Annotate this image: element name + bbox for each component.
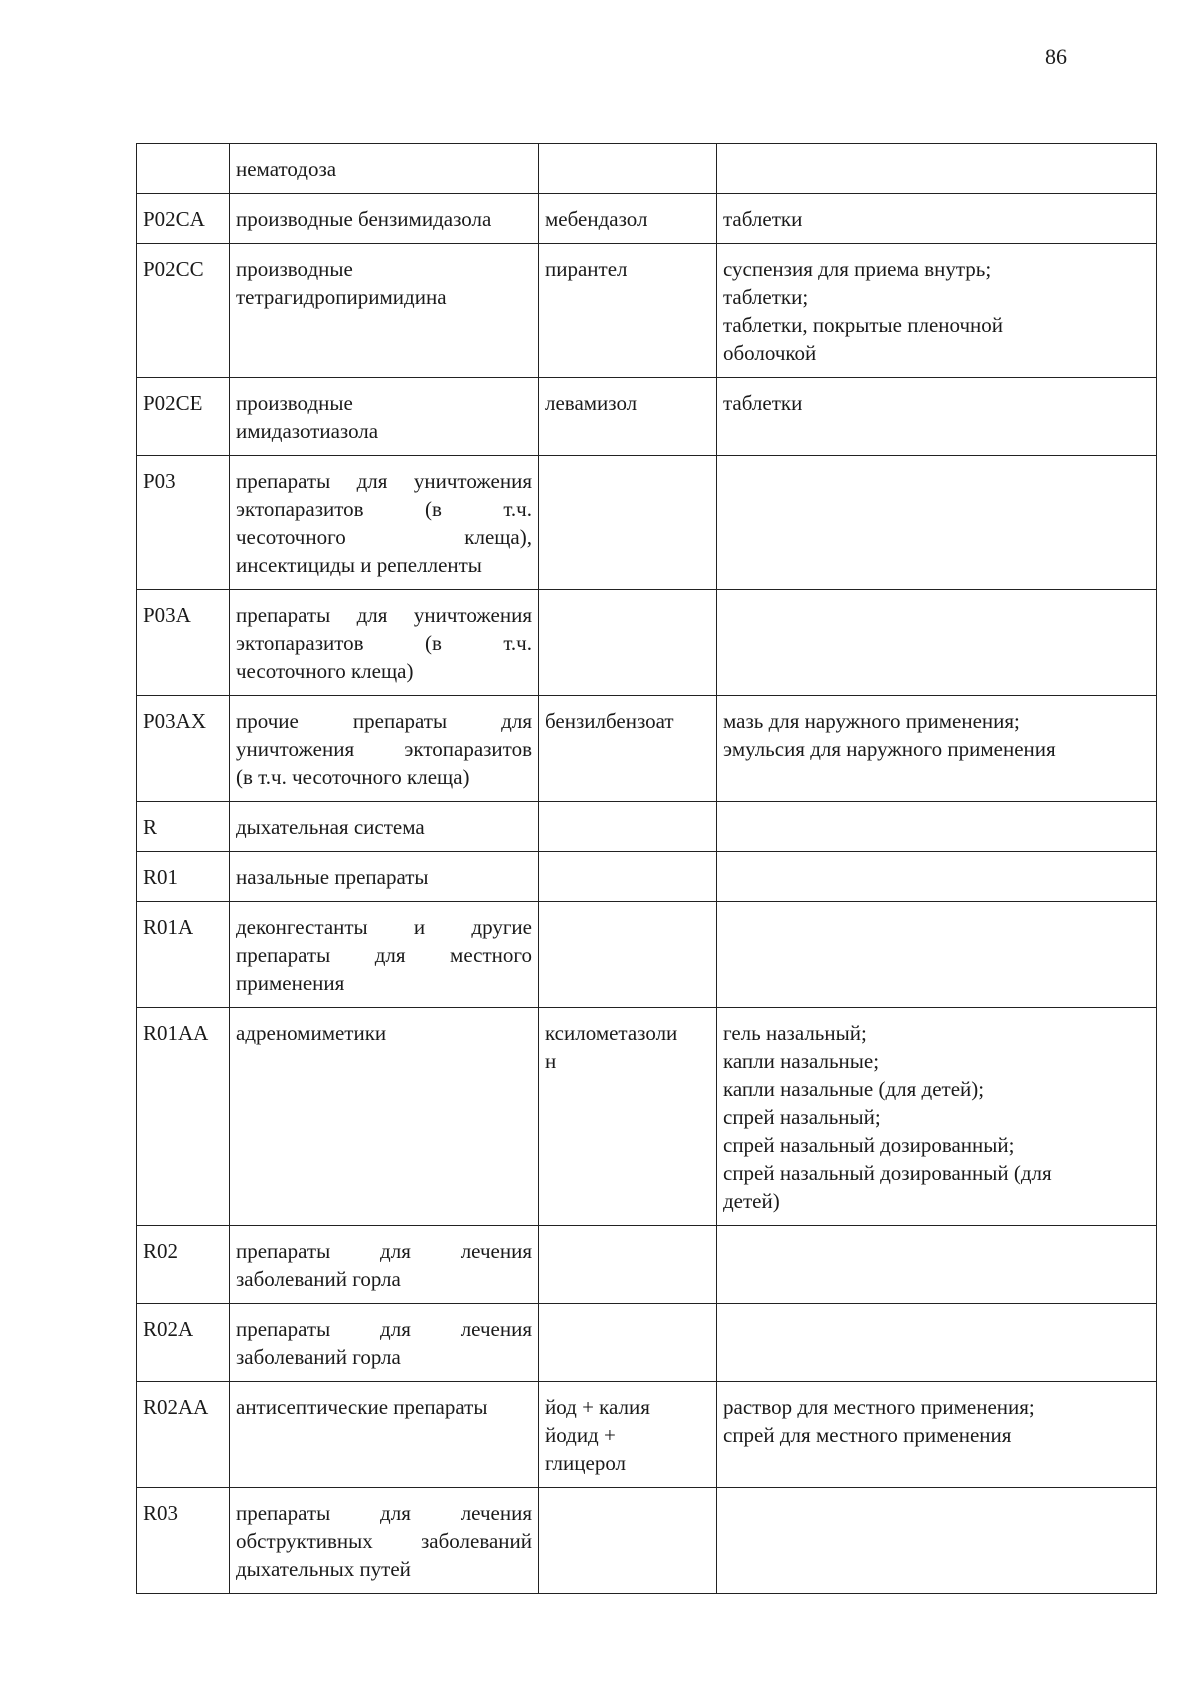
cell-line: производные [236, 391, 353, 415]
drug-name-cell [539, 1488, 717, 1594]
drug-name-cell [539, 1304, 717, 1382]
anatomical-group-cell [230, 144, 539, 194]
atc-code-cell: P03A [137, 590, 230, 696]
atc-code-cell: P03 [137, 456, 230, 590]
atc-code-cell: P02CA [137, 194, 230, 244]
table-row [137, 144, 1157, 194]
anatomical-group-cell [230, 1488, 539, 1594]
table-row [137, 696, 1157, 802]
drug-name-cell [539, 378, 717, 456]
atc-code-cell: R03 [137, 1488, 230, 1594]
cell-line: производные бензимидазола [236, 207, 492, 231]
table-row [137, 1488, 1157, 1594]
anatomical-group-cell [230, 802, 539, 852]
cell-line: ксилометазоли [545, 1021, 678, 1045]
cell-line: эктопаразитов (в т.ч. [236, 631, 532, 655]
cell-line: капли назальные (для детей); [723, 1077, 985, 1101]
table-row [137, 902, 1157, 1008]
cell-line: антисептические препараты [236, 1395, 488, 1419]
dosage-forms-cell [717, 696, 1157, 802]
drug-name-cell [539, 144, 717, 194]
cell-line: дыхательных путей [236, 1557, 411, 1581]
cell-line: препараты для лечения [236, 1317, 532, 1341]
drug-name-cell [539, 852, 717, 902]
table-row [137, 590, 1157, 696]
cell-line: обструктивных заболеваний [236, 1529, 532, 1553]
cell-line: заболеваний горла [236, 1345, 401, 1369]
table-row [137, 802, 1157, 852]
cell-line: препараты для уничтожения [236, 603, 532, 627]
drug-name-cell [539, 902, 717, 1008]
cell-line: производные [236, 257, 353, 281]
cell-line: (в т.ч. чесоточного клеща) [236, 765, 470, 789]
cell-line: гель назальный; [723, 1021, 867, 1045]
anatomical-group-cell [230, 1382, 539, 1488]
drug-name-cell [539, 194, 717, 244]
cell-line: спрей для местного применения [723, 1423, 1012, 1447]
drug-name-cell [539, 696, 717, 802]
cell-line: деконгестанты и другие [236, 915, 532, 939]
cell-line: назальные препараты [236, 865, 429, 889]
atc-code-cell: P02CE [137, 378, 230, 456]
drug-name-cell [539, 244, 717, 378]
dosage-forms-cell [717, 456, 1157, 590]
cell-line: таблетки; [723, 285, 809, 309]
drug-name-cell [539, 1226, 717, 1304]
table-body [137, 144, 1157, 1594]
table-row [137, 378, 1157, 456]
dosage-forms-cell [717, 378, 1157, 456]
dosage-forms-cell [717, 1488, 1157, 1594]
cell-line: нематодоза [236, 157, 337, 181]
cell-line: йодид + [545, 1423, 616, 1447]
dosage-forms-cell [717, 1304, 1157, 1382]
cell-line: спрей назальный дозированный; [723, 1133, 1015, 1157]
cell-line: левамизол [545, 391, 638, 415]
anatomical-group-cell [230, 456, 539, 590]
cell-line: уничтожения эктопаразитов [236, 737, 532, 761]
cell-line: адреномиметики [236, 1021, 387, 1045]
cell-line: таблетки [723, 391, 803, 415]
dosage-forms-cell [717, 1382, 1157, 1488]
dosage-forms-cell [717, 590, 1157, 696]
anatomical-group-cell [230, 590, 539, 696]
cell-line: эктопаразитов (в т.ч. [236, 497, 532, 521]
cell-line: мазь для наружного применения; [723, 709, 1020, 733]
anatomical-group-cell [230, 696, 539, 802]
cell-line: таблетки, покрытые пленочной [723, 313, 1004, 337]
cell-line: мебендазол [545, 207, 648, 231]
cell-line: спрей назальный; [723, 1105, 881, 1129]
atc-code-cell: R01AA [137, 1008, 230, 1226]
dosage-forms-cell [717, 852, 1157, 902]
atc-code-cell: R02AA [137, 1382, 230, 1488]
cell-line: капли назальные; [723, 1049, 880, 1073]
cell-line: оболочкой [723, 341, 817, 365]
dosage-forms-cell [717, 1008, 1157, 1226]
cell-line: тетрагидропиримидина [236, 285, 447, 309]
drug-name-cell [539, 802, 717, 852]
dosage-forms-cell [717, 802, 1157, 852]
atc-code-cell: R01 [137, 852, 230, 902]
anatomical-group-cell [230, 194, 539, 244]
table-row [137, 194, 1157, 244]
cell-line: глицерол [545, 1451, 627, 1475]
drug-name-cell [539, 1008, 717, 1226]
dosage-forms-cell [717, 194, 1157, 244]
cell-line: чесоточного клеща) [236, 659, 414, 683]
cell-line: препараты для местного [236, 943, 532, 967]
table-row [137, 1382, 1157, 1488]
cell-line: препараты для лечения [236, 1501, 532, 1525]
dosage-forms-cell [717, 244, 1157, 378]
cell-line: раствор для местного применения; [723, 1395, 1035, 1419]
cell-line: препараты для лечения [236, 1239, 532, 1263]
cell-line: спрей назальный дозированный (для [723, 1161, 1052, 1185]
table-row [137, 456, 1157, 590]
atc-code-cell [137, 144, 230, 194]
cell-line: йод + калия [545, 1395, 650, 1419]
cell-line: эмульсия для наружного применения [723, 737, 1056, 761]
cell-line: заболеваний горла [236, 1267, 401, 1291]
cell-line: применения [236, 971, 345, 995]
anatomical-group-cell [230, 378, 539, 456]
atc-code-cell: R02 [137, 1226, 230, 1304]
anatomical-group-cell [230, 852, 539, 902]
drug-classification-table [136, 143, 1157, 1594]
table-row [137, 852, 1157, 902]
anatomical-group-cell [230, 1008, 539, 1226]
cell-line: дыхательная система [236, 815, 425, 839]
cell-line: имидазотиазола [236, 419, 379, 443]
dosage-forms-cell [717, 1226, 1157, 1304]
table-row [137, 1008, 1157, 1226]
atc-code-cell: P02CC [137, 244, 230, 378]
cell-line: н [545, 1049, 557, 1073]
cell-line: суспензия для приема внутрь; [723, 257, 992, 281]
cell-line: прочие препараты для [236, 709, 532, 733]
cell-line: бензилбензоат [545, 709, 674, 733]
cell-line: детей) [723, 1189, 780, 1213]
atc-code-cell: R [137, 802, 230, 852]
dosage-forms-cell [717, 144, 1157, 194]
cell-line: чесоточного клеща), [236, 525, 532, 549]
table-row [137, 244, 1157, 378]
table-row [137, 1304, 1157, 1382]
anatomical-group-cell [230, 244, 539, 378]
cell-line: инсектициды и репелленты [236, 553, 482, 577]
drug-name-cell [539, 590, 717, 696]
anatomical-group-cell [230, 902, 539, 1008]
dosage-forms-cell [717, 902, 1157, 1008]
drug-name-cell [539, 456, 717, 590]
anatomical-group-cell [230, 1226, 539, 1304]
atc-code-cell: P03AX [137, 696, 230, 802]
drug-name-cell [539, 1382, 717, 1488]
cell-line: таблетки [723, 207, 803, 231]
atc-code-cell: R01A [137, 902, 230, 1008]
anatomical-group-cell [230, 1304, 539, 1382]
cell-line: пирантел [545, 257, 628, 281]
page-number: 86 [1045, 44, 1067, 69]
atc-code-cell: R02A [137, 1304, 230, 1382]
table-row [137, 1226, 1157, 1304]
cell-line: препараты для уничтожения [236, 469, 532, 493]
